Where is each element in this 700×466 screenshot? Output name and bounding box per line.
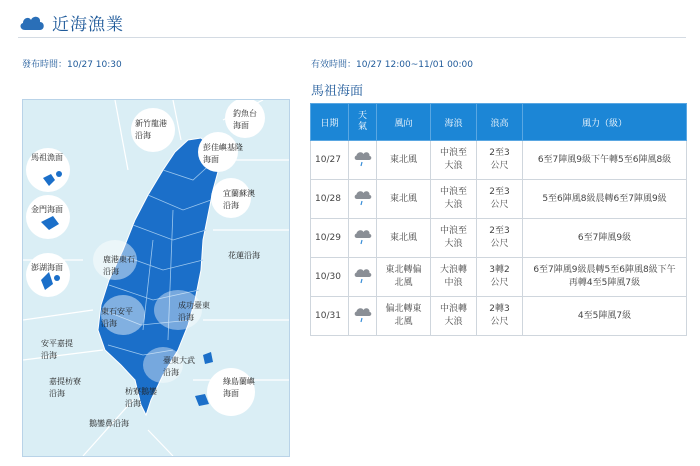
table-row <box>311 219 687 258</box>
header-wave-height: 浪高 <box>477 104 523 141</box>
table-row <box>311 297 687 336</box>
zone-dongshi-text: 東石安平 沿海 <box>101 307 133 328</box>
zone-eluanbi-text: 鵝鑾鼻沿海 <box>89 419 129 428</box>
row-wave-height: 2轉3 公尺 <box>477 297 523 336</box>
zone-label-dongshi[interactable] <box>101 306 133 330</box>
zone-diaoyutai-text: 釣魚台 海面 <box>233 109 257 130</box>
zone-label-pengjia[interactable] <box>203 142 243 166</box>
region-title: 馬祖海面 <box>311 84 364 99</box>
zone-taitung-text: 臺東大武 沿海 <box>163 356 195 377</box>
zone-label-taitung[interactable] <box>163 355 195 379</box>
zone-label-kaohsiung[interactable] <box>49 376 81 400</box>
zone-label-fangliao[interactable] <box>125 386 157 410</box>
row-wind-direction: 東北風 <box>377 141 431 180</box>
cloud-rain-icon <box>353 266 373 284</box>
row-weather <box>349 258 377 297</box>
zone-anping-text: 安平嘉提 沿海 <box>41 339 73 360</box>
row-wave-height: 2至3 公尺 <box>477 180 523 219</box>
header-wind-direction: 風向 <box>377 104 431 141</box>
row-wind-force: 6至7陣風9級晨轉5至6陣風8級下午 再轉4至5陣風7級 <box>523 258 687 297</box>
zone-kinmen-text: 金門海面 <box>31 205 63 214</box>
row-date: 10/31 <box>311 297 349 336</box>
valid-time: 有效時間：10/27 12:00~11/01 00:00 <box>311 60 474 70</box>
zone-label-hualien[interactable] <box>228 250 260 262</box>
row-wave: 中浪至 大浪 <box>431 141 477 180</box>
zone-chenggong-text: 成功臺東 沿海 <box>178 301 210 322</box>
zone-hualien-text: 花蓮沿海 <box>228 251 260 260</box>
zone-label-yilan[interactable] <box>223 188 255 212</box>
row-weather <box>349 297 377 336</box>
zone-label-anping[interactable] <box>41 338 73 362</box>
row-date: 10/27 <box>311 141 349 180</box>
zone-label-kinmen[interactable] <box>31 204 63 216</box>
row-wave: 中浪轉 大浪 <box>431 297 477 336</box>
zone-label-eluanbi[interactable] <box>89 418 129 430</box>
zone-label-chenggong[interactable] <box>178 300 210 324</box>
row-date: 10/30 <box>311 258 349 297</box>
row-weather <box>349 219 377 258</box>
forecast-table <box>310 103 687 336</box>
cloud-rain-icon <box>353 227 373 245</box>
cloud-rain-icon <box>353 305 373 323</box>
row-wind-force: 5至6陣風8級晨轉6至7陣風9級 <box>523 180 687 219</box>
row-wind-force: 6至7陣風9級下午轉5至6陣風8級 <box>523 141 687 180</box>
zone-lugang-text: 鹿港東石 沿海 <box>103 255 135 276</box>
fishery-zone-map <box>22 99 290 457</box>
table-header-row <box>311 104 687 141</box>
zone-label-matsu[interactable] <box>31 152 63 164</box>
zone-hsinchu-text: 新竹龍港 沿海 <box>135 119 167 140</box>
zone-matsu-text: 馬祖漁面 <box>31 153 63 162</box>
table-row <box>311 141 687 180</box>
zone-penghu-text: 澎湖海面 <box>31 263 63 272</box>
header-wave: 海浪 <box>431 104 477 141</box>
table-row <box>311 258 687 297</box>
title-divider <box>18 37 686 38</box>
cloud-icon <box>18 12 46 32</box>
row-wind-direction: 偏北轉東 北風 <box>377 297 431 336</box>
row-wave-height: 2至3 公尺 <box>477 219 523 258</box>
row-wind-force: 4至5陣風7級 <box>523 297 687 336</box>
page-header <box>18 8 688 38</box>
zone-pengjia-text: 彭佳嶼基隆 海面 <box>203 143 243 164</box>
zone-label-lanyu[interactable] <box>223 376 255 400</box>
issue-time: 發布時間：10/27 10:30 <box>22 60 122 70</box>
header-weather: 天 氣 <box>349 104 377 141</box>
row-wind-force: 6至7陣風9級 <box>523 219 687 258</box>
row-weather <box>349 180 377 219</box>
zone-fangliao-text: 枋寮鵝鑾 沿海 <box>125 387 157 408</box>
page-title: 近海漁業 <box>52 15 124 35</box>
table-row <box>311 180 687 219</box>
row-wind-direction: 東北轉偏 北風 <box>377 258 431 297</box>
cloud-rain-icon <box>353 188 373 206</box>
header-date: 日期 <box>311 104 349 141</box>
row-wind-direction: 東北風 <box>377 219 431 258</box>
row-date: 10/28 <box>311 180 349 219</box>
row-wave-height: 3轉2 公尺 <box>477 258 523 297</box>
zone-kaohsiung-text: 嘉提枋寮 沿海 <box>49 377 81 398</box>
zone-lanyu-text: 綠島蘭嶼 海面 <box>223 377 255 398</box>
row-weather <box>349 141 377 180</box>
row-wave: 大浪轉 中浪 <box>431 258 477 297</box>
row-wind-direction: 東北風 <box>377 180 431 219</box>
row-date: 10/29 <box>311 219 349 258</box>
header-wind-force: 風力（級） <box>523 104 687 141</box>
zone-label-diaoyutai[interactable] <box>233 108 257 132</box>
zone-label-penghu[interactable] <box>31 262 63 274</box>
zone-label-lugang[interactable] <box>103 254 135 278</box>
row-wave-height: 2至3 公尺 <box>477 141 523 180</box>
row-wave: 中浪至 大浪 <box>431 219 477 258</box>
zone-yilan-text: 宜蘭蘇澳 沿海 <box>223 189 255 210</box>
forecast-body <box>311 141 687 336</box>
row-wave: 中浪至 大浪 <box>431 180 477 219</box>
cloud-rain-icon <box>353 149 373 167</box>
zone-label-hsinchu[interactable] <box>135 118 167 142</box>
